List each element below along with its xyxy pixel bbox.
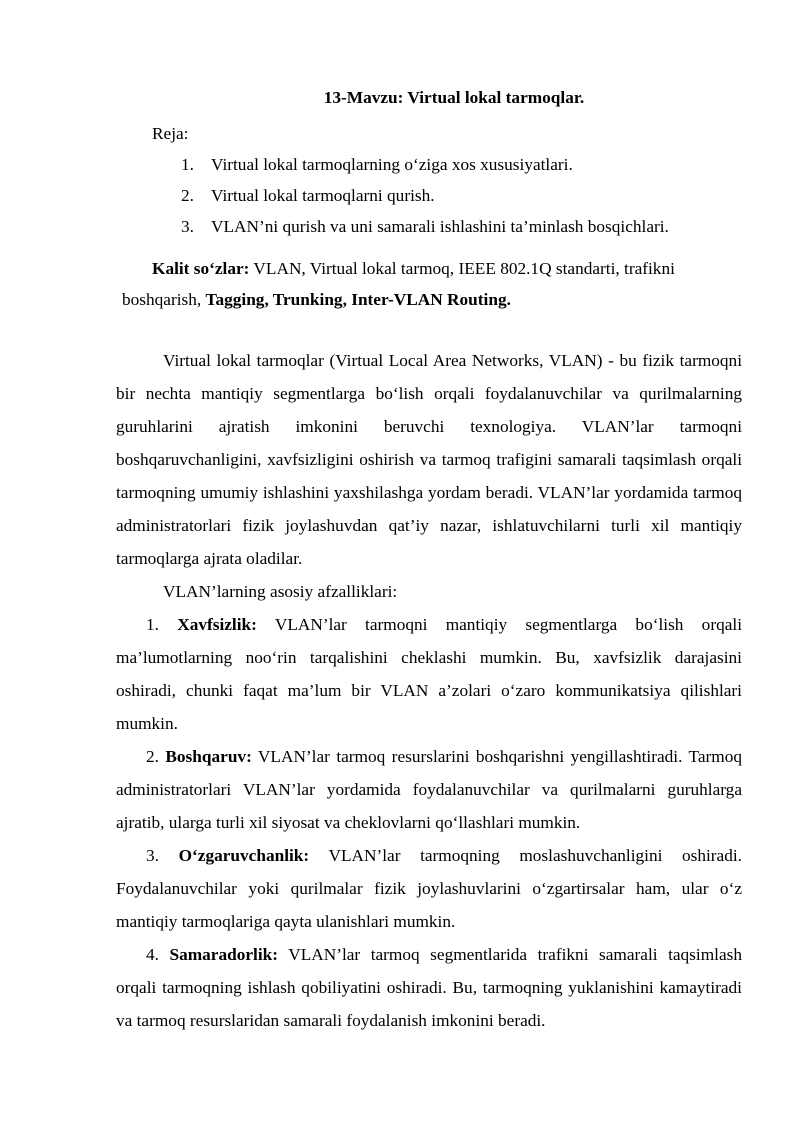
main-content [116,344,742,1037]
plan-item-number: 2. [181,186,194,205]
advantage-text: VLAN’lar tarmoq resurslarini boshqarishni yengillashtiradi. Tarmoq administratorlari VLAN’lar yordamida foydalanuvchilar va qurilmalarni guruhlarga ajratib, ularga turli xil siyosat va cheklovlarni qo‘llashlari mumkin. [116,747,742,832]
page-title: 13-Mavzu: Virtual lokal tarmoqlar. [323,88,585,107]
keywords-label: Kalit so‘zlar: [152,259,250,278]
advantage-number: 3. [146,846,159,865]
intro-paragraph: Virtual lokal tarmoqlar (Virtual Local Area Networks, VLAN) - bu fizik tarmoqni bir nechta mantiqiy segmentlarga bo‘lish orqali foydalanuvchilar va qurilmalarning guruhlarini ajratish imkonini beruvchi texnologiya. VLAN’lar tarmoqni boshqaruvchanligini, xavfsizligini oshirish va tarmoq trafigini samarali taqsimlash orqali tarmoqning umumiy ishlashini yaxshilashga yordam beradi. VLAN’lar yordamida tarmoq administratorlari fizik joylashuvdan qat’iy nazar, ishlatuvchilarni turli xil mantiqiy tarmoqlarga ajrata oladilar. [116,351,742,568]
plan-item [181,215,669,246]
advantage-number: 1. [146,615,159,634]
plan-item [181,184,669,215]
keywords-block [122,253,742,315]
plan-item [181,153,669,184]
advantage-text: VLAN’lar tarmoqni mantiqiy segmentlarga bo‘lish orqali ma’lumotlarning noo‘rin tarqalishini cheklashi mumkin. Bu, xavfsizlik darajasini oshiradi, chunki faqat ma’lum bir VLAN a’zolari o‘zaro kommunikatsiya qilishlari mumkin. [116,615,742,733]
advantage-term: Xavfsizlik: [177,615,257,634]
advantage-term: Samaradorlik: [169,945,278,964]
keywords-line-1 [122,253,742,284]
plan-item-number: 3. [181,217,194,236]
keywords-text: VLAN, Virtual lokal tarmoq, IEEE 802.1Q standarti, trafikni [249,259,675,278]
advantage-number: 2. [146,747,159,766]
plan-item-number: 1. [181,155,194,174]
plan-label: Reja: [152,124,189,143]
advantage-item [116,938,742,1037]
advantage-text: VLAN’lar tarmoqning moslashuvchanligini oshiradi. Foydalanuvchilar yoki qurilmalar fizik joylashuvlarini o‘zgartirsalar ham, ular o‘z mantiqiy tarmoqlariga qayta ulanishlari mumkin. [116,846,742,931]
advantage-item [116,608,742,740]
plan-item-text: VLAN’ni qurish va uni samarali ishlashini ta’minlash bosqichlari. [211,217,669,236]
advantage-term: Boshqaruv: [165,747,252,766]
advantage-item [116,740,742,839]
advantage-term: O‘zgaruvchanlik: [178,846,310,865]
advantage-text: VLAN’lar tarmoq segmentlarida trafikni samarali taqsimlash orqali tarmoqning ishlash qobiliyatini oshiradi. Bu, tarmoqning yuklanishini kamaytiradi va tarmoq resurslaridan samarali foydalanish imkonini beradi. [116,945,742,1030]
advantage-number: 4. [146,945,159,964]
plan-item-text: Virtual lokal tarmoqlarning o‘ziga xos xususiyatlari. [211,155,573,174]
plan-list [181,153,669,246]
advantage-item [116,839,742,938]
advantages-heading: VLAN’larning asosiy afzalliklari: [163,582,398,601]
keywords-text-continued: boshqarish, [122,290,206,309]
keywords-bold-terms: Tagging, Trunking, Inter-VLAN Routing. [205,290,511,309]
plan-item-text: Virtual lokal tarmoqlarni qurish. [211,186,435,205]
